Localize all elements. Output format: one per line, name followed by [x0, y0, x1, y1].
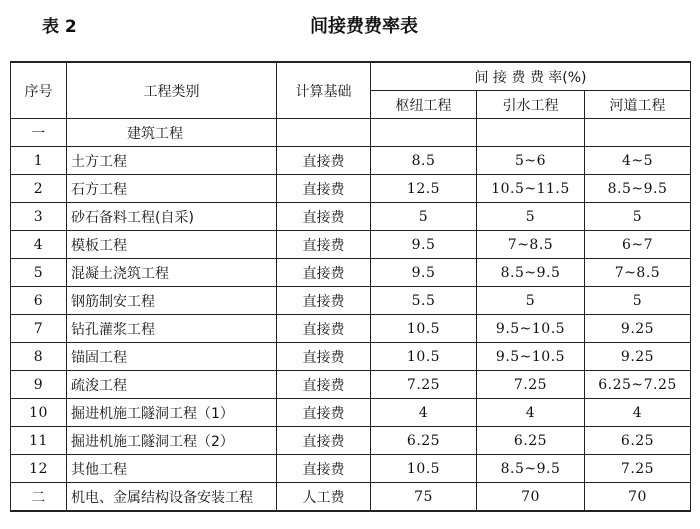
table-title: 间接费费率表 [310, 16, 418, 37]
row-river-rate: 7~8.5 [585, 259, 691, 287]
row-hub-rate [371, 119, 477, 147]
row-hub-rate: 7.25 [371, 371, 477, 399]
row-category: 土方工程 [67, 147, 277, 175]
row-diversion-rate: 6.25 [477, 427, 585, 455]
header-row [11, 62, 691, 91]
row-category: 模板工程 [67, 231, 277, 259]
row-diversion-rate: 4 [477, 399, 585, 427]
row-seq: 5 [11, 259, 67, 287]
row-seq: 11 [11, 427, 67, 455]
table-row [11, 343, 691, 371]
header-hub: 枢纽工程 [371, 91, 477, 119]
row-hub-rate: 5 [371, 203, 477, 231]
row-seq: 8 [11, 343, 67, 371]
table-row [11, 175, 691, 203]
row-category: 掘进机施工隧洞工程（1） [67, 399, 277, 427]
row-hub-rate: 9.5 [371, 259, 477, 287]
table-row [11, 203, 691, 231]
row-seq: 10 [11, 399, 67, 427]
row-river-rate: 5 [585, 287, 691, 315]
table-row [11, 119, 691, 147]
row-category: 砂石备料工程(自采) [67, 203, 277, 231]
table-row [11, 455, 691, 483]
header-rate-group: 间 接 费 费 率(%) [371, 62, 691, 91]
row-category: 锚固工程 [67, 343, 277, 371]
row-basis: 直接费 [277, 427, 371, 455]
row-basis: 直接费 [277, 259, 371, 287]
row-diversion-rate: 70 [477, 483, 585, 512]
row-river-rate: 6~7 [585, 231, 691, 259]
row-hub-rate: 10.5 [371, 455, 477, 483]
row-seq: 3 [11, 203, 67, 231]
row-seq: 12 [11, 455, 67, 483]
row-hub-rate: 12.5 [371, 175, 477, 203]
row-basis: 直接费 [277, 371, 371, 399]
table-row [11, 259, 691, 287]
row-hub-rate: 6.25 [371, 427, 477, 455]
row-river-rate: 8.5~9.5 [585, 175, 691, 203]
row-river-rate [585, 119, 691, 147]
row-diversion-rate: 8.5~9.5 [477, 455, 585, 483]
row-basis: 直接费 [277, 343, 371, 371]
row-category: 石方工程 [67, 175, 277, 203]
row-hub-rate: 10.5 [371, 315, 477, 343]
row-basis: 直接费 [277, 287, 371, 315]
indirect-fee-rate-table [10, 61, 691, 512]
row-hub-rate: 75 [371, 483, 477, 512]
row-diversion-rate: 9.5~10.5 [477, 315, 585, 343]
row-seq: 二 [11, 483, 67, 512]
table-row [11, 231, 691, 259]
row-category: 混凝土浇筑工程 [67, 259, 277, 287]
row-diversion-rate: 9.5~10.5 [477, 343, 585, 371]
row-category: 疏浚工程 [67, 371, 277, 399]
row-diversion-rate: 5 [477, 287, 585, 315]
table-row [11, 315, 691, 343]
row-diversion-rate: 7.25 [477, 371, 585, 399]
row-river-rate: 6.25~7.25 [585, 371, 691, 399]
row-category: 掘进机施工隧洞工程（2） [67, 427, 277, 455]
row-seq: 4 [11, 231, 67, 259]
row-hub-rate: 8.5 [371, 147, 477, 175]
row-basis: 直接费 [277, 147, 371, 175]
row-seq: 一 [11, 119, 67, 147]
row-category: 钻孔灌浆工程 [67, 315, 277, 343]
row-basis: 直接费 [277, 399, 371, 427]
row-seq: 7 [11, 315, 67, 343]
row-basis: 直接费 [277, 175, 371, 203]
row-hub-rate: 5.5 [371, 287, 477, 315]
row-river-rate: 9.25 [585, 343, 691, 371]
row-basis: 人工费 [277, 483, 371, 512]
row-diversion-rate: 5 [477, 203, 585, 231]
row-river-rate: 5 [585, 203, 691, 231]
header-seq: 序号 [11, 62, 67, 119]
table-row [11, 427, 691, 455]
row-basis: 直接费 [277, 455, 371, 483]
row-diversion-rate: 5~6 [477, 147, 585, 175]
table-row [11, 371, 691, 399]
row-basis: 直接费 [277, 203, 371, 231]
row-category: 其他工程 [67, 455, 277, 483]
row-diversion-rate: 7~8.5 [477, 231, 585, 259]
row-diversion-rate: 8.5~9.5 [477, 259, 585, 287]
row-river-rate: 70 [585, 483, 691, 512]
table-row [11, 147, 691, 175]
row-hub-rate: 9.5 [371, 231, 477, 259]
row-category: 机电、金属结构设备安装工程 [67, 483, 277, 512]
header-basis: 计算基础 [277, 62, 371, 119]
table-row [11, 483, 691, 512]
table-row [11, 287, 691, 315]
table-number: 表 2 [42, 17, 77, 37]
row-hub-rate: 4 [371, 399, 477, 427]
row-seq: 6 [11, 287, 67, 315]
row-river-rate: 6.25 [585, 427, 691, 455]
row-seq: 1 [11, 147, 67, 175]
row-river-rate: 4 [585, 399, 691, 427]
row-basis: 直接费 [277, 231, 371, 259]
header-river: 河道工程 [585, 91, 691, 119]
row-seq: 9 [11, 371, 67, 399]
row-category: 建筑工程 [67, 119, 277, 147]
row-diversion-rate: 10.5~11.5 [477, 175, 585, 203]
header-diversion: 引水工程 [477, 91, 585, 119]
row-seq: 2 [11, 175, 67, 203]
header-category: 工程类别 [67, 62, 277, 119]
row-category: 钢筋制安工程 [67, 287, 277, 315]
row-river-rate: 7.25 [585, 455, 691, 483]
table-row [11, 399, 691, 427]
row-river-rate: 4~5 [585, 147, 691, 175]
row-basis: 直接费 [277, 315, 371, 343]
row-hub-rate: 10.5 [371, 343, 477, 371]
row-river-rate: 9.25 [585, 315, 691, 343]
row-diversion-rate [477, 119, 585, 147]
row-basis [277, 119, 371, 147]
